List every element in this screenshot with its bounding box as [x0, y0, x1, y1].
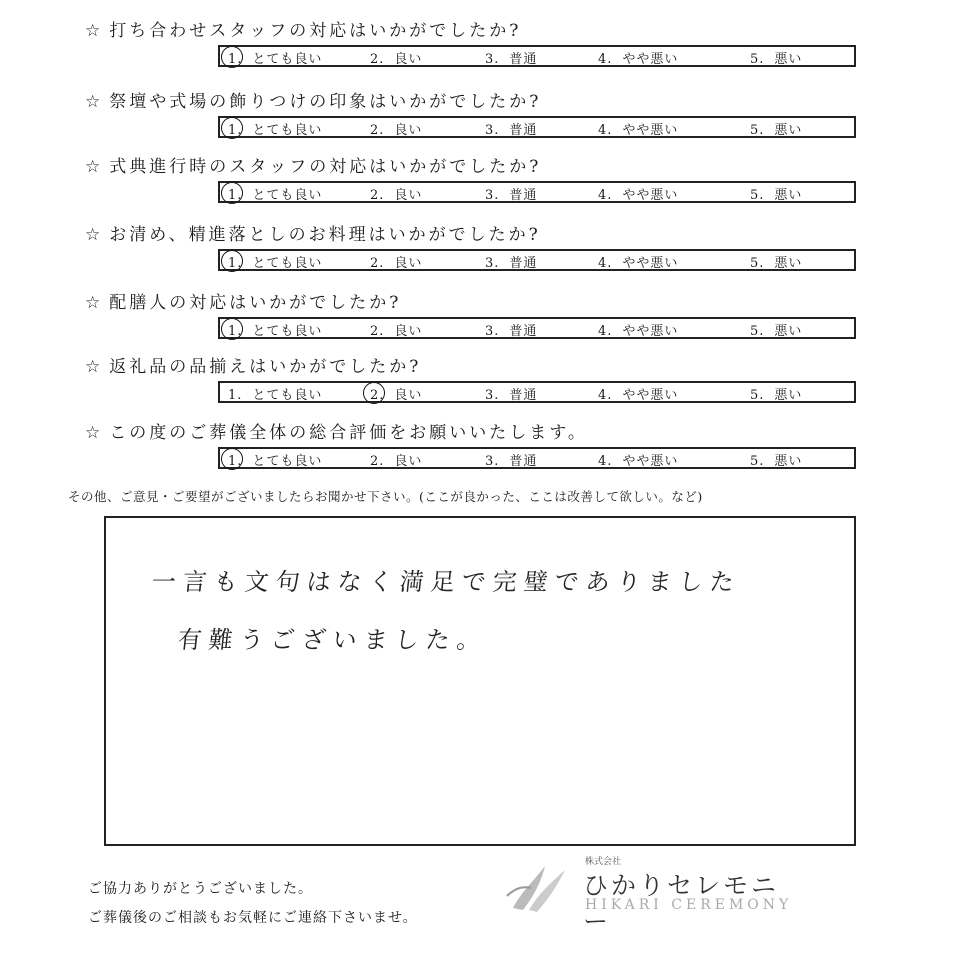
option-number: 5. [750, 188, 765, 203]
option-label: とても良い [252, 324, 323, 339]
rating-options-1 [218, 45, 856, 67]
question-text: 祭壇や式場の飾りつけの印象はいかがでしたか? [109, 92, 542, 112]
star-icon: ☆ [85, 92, 104, 112]
option-number: 2. [370, 188, 385, 203]
rating-option[interactable] [228, 48, 322, 67]
question-1 [85, 16, 521, 41]
option-label: やや悪い [622, 324, 679, 339]
other-comments-prompt: その他、ご意見・ご要望がございましたらお聞かせ下さい。(ここが良かった、ここは改善して欲しい。など) [68, 489, 703, 504]
logo-company-type: 株式会社 [585, 857, 622, 867]
rating-option[interactable] [228, 450, 322, 469]
question-7 [85, 418, 588, 443]
comment-line-2: 有難うございました。 [176, 626, 490, 654]
option-label: とても良い [252, 188, 323, 203]
rating-option[interactable] [228, 384, 322, 403]
option-label: 普通 [509, 52, 538, 67]
option-label: 普通 [509, 324, 538, 339]
rating-option[interactable] [485, 252, 537, 271]
rating-option[interactable] [228, 320, 322, 339]
option-number: 2. [370, 256, 385, 271]
option-number: 2. [370, 388, 385, 403]
option-number: 1. [228, 454, 243, 469]
option-label: 良い [394, 324, 423, 339]
option-number: 3. [485, 324, 500, 339]
option-label: 悪い [774, 388, 803, 403]
option-label: 良い [394, 388, 423, 403]
rating-option[interactable] [370, 384, 422, 403]
option-number: 1. [228, 324, 243, 339]
rating-option[interactable] [370, 48, 422, 67]
rating-option[interactable] [370, 252, 422, 271]
option-number: 2. [370, 52, 385, 67]
star-icon: ☆ [85, 293, 104, 313]
option-number: 1. [228, 52, 243, 67]
selected-circle-icon [221, 318, 243, 340]
star-icon: ☆ [85, 157, 104, 177]
selected-circle-icon [221, 117, 243, 139]
option-label: 普通 [509, 123, 538, 138]
rating-option[interactable] [485, 450, 537, 469]
option-number: 4. [598, 454, 613, 469]
selected-circle-icon [221, 448, 243, 470]
question-3 [85, 152, 541, 177]
option-number: 5. [750, 52, 765, 67]
star-icon: ☆ [85, 225, 104, 245]
option-number: 4. [598, 123, 613, 138]
question-text: 返礼品の品揃えはいかがでしたか? [109, 357, 422, 377]
option-number: 3. [485, 188, 500, 203]
option-number: 3. [485, 256, 500, 271]
rating-option[interactable] [485, 48, 537, 67]
rating-option[interactable] [598, 320, 678, 339]
rating-option[interactable] [228, 119, 322, 138]
option-number: 4. [598, 52, 613, 67]
option-number: 5. [750, 454, 765, 469]
rating-options-6 [218, 381, 856, 403]
question-text: お清め、精進落としのお料理はいかがでしたか? [109, 225, 541, 245]
option-label: 普通 [509, 256, 538, 271]
option-number: 1. [228, 256, 243, 271]
option-label: 悪い [774, 188, 803, 203]
star-icon: ☆ [85, 423, 104, 443]
rating-option[interactable] [485, 384, 537, 403]
star-icon: ☆ [85, 357, 104, 377]
rating-option[interactable] [750, 320, 802, 339]
option-number: 4. [598, 256, 613, 271]
option-label: 普通 [509, 388, 538, 403]
rating-options-4 [218, 249, 856, 271]
rating-option[interactable] [485, 119, 537, 138]
rating-option[interactable] [598, 48, 678, 67]
option-number: 1. [228, 188, 243, 203]
option-number: 5. [750, 256, 765, 271]
star-icon: ☆ [85, 21, 104, 41]
option-number: 5. [750, 324, 765, 339]
rating-option[interactable] [598, 450, 678, 469]
option-label: 良い [394, 123, 423, 138]
rating-option[interactable] [750, 119, 802, 138]
rating-options-5 [218, 317, 856, 339]
option-number: 3. [485, 388, 500, 403]
option-label: とても良い [252, 454, 323, 469]
selected-circle-icon [221, 182, 243, 204]
question-text: 配膳人の対応はいかがでしたか? [109, 293, 402, 313]
rating-option[interactable] [750, 184, 802, 203]
option-label: 良い [394, 454, 423, 469]
option-label: 悪い [774, 52, 803, 67]
option-number: 5. [750, 388, 765, 403]
rating-option[interactable] [370, 119, 422, 138]
option-number: 2. [370, 454, 385, 469]
option-label: 悪い [774, 123, 803, 138]
option-label: とても良い [252, 52, 323, 67]
rating-option[interactable] [598, 119, 678, 138]
option-number: 3. [485, 454, 500, 469]
rating-option[interactable] [750, 384, 802, 403]
option-number: 4. [598, 324, 613, 339]
selected-circle-icon [363, 382, 385, 404]
option-number: 2. [370, 324, 385, 339]
rating-option[interactable] [228, 184, 322, 203]
rating-option[interactable] [598, 384, 678, 403]
logo-company-name: ひかりセレモニー [583, 871, 780, 936]
question-text: 打ち合わせスタッフの対応はいかがでしたか? [109, 21, 522, 41]
rating-option[interactable] [598, 252, 678, 271]
option-number: 1. [228, 123, 243, 138]
question-text: 式典進行時のスタッフの対応はいかがでしたか? [109, 157, 542, 177]
selected-circle-icon [221, 46, 243, 68]
option-number: 5. [750, 123, 765, 138]
logo-company-name-en: HIKARI CEREMONY [585, 897, 793, 913]
option-number: 1. [228, 388, 243, 403]
flame-logo-icon [505, 858, 575, 914]
rating-option[interactable] [370, 450, 422, 469]
option-label: 良い [394, 256, 423, 271]
rating-options-2 [218, 116, 856, 138]
rating-option[interactable] [750, 252, 802, 271]
option-label: とても良い [252, 123, 323, 138]
option-number: 2. [370, 123, 385, 138]
question-6 [85, 352, 421, 377]
option-number: 3. [485, 123, 500, 138]
rating-option[interactable] [598, 184, 678, 203]
option-number: 4. [598, 388, 613, 403]
option-label: 普通 [509, 188, 538, 203]
question-text: この度のご葬儀全体の総合評価をお願いいたします。 [109, 423, 588, 443]
footer-contact: ご葬儀後のご相談もお気軽にご連絡下さいませ。 [88, 910, 418, 926]
option-number: 4. [598, 188, 613, 203]
option-label: やや悪い [622, 256, 679, 271]
option-label: とても良い [252, 256, 323, 271]
option-label: 良い [394, 188, 423, 203]
rating-option[interactable] [750, 450, 802, 469]
rating-options-3 [218, 181, 856, 203]
selected-circle-icon [221, 250, 243, 272]
comment-line-1: 一言も文句はなく満足で完璧でありました [150, 568, 743, 596]
option-label: 悪い [774, 324, 803, 339]
rating-option[interactable] [228, 252, 322, 271]
option-label: 良い [394, 52, 423, 67]
question-4 [85, 220, 541, 245]
rating-option[interactable] [370, 184, 422, 203]
option-label: 悪い [774, 256, 803, 271]
option-label: とても良い [252, 388, 323, 403]
option-label: やや悪い [622, 123, 679, 138]
company-logo [505, 852, 805, 936]
rating-option[interactable] [370, 320, 422, 339]
comment-box[interactable] [104, 516, 856, 846]
option-label: 悪い [774, 454, 803, 469]
option-label: 普通 [509, 454, 538, 469]
rating-option[interactable] [485, 320, 537, 339]
option-label: やや悪い [622, 388, 679, 403]
rating-options-7 [218, 447, 856, 469]
rating-option[interactable] [750, 48, 802, 67]
question-5 [85, 288, 401, 313]
option-label: やや悪い [622, 52, 679, 67]
option-label: やや悪い [622, 188, 679, 203]
option-number: 3. [485, 52, 500, 67]
option-label: やや悪い [622, 454, 679, 469]
rating-option[interactable] [485, 184, 537, 203]
question-2 [85, 87, 541, 112]
footer-thanks: ご協力ありがとうございました。 [88, 881, 313, 897]
